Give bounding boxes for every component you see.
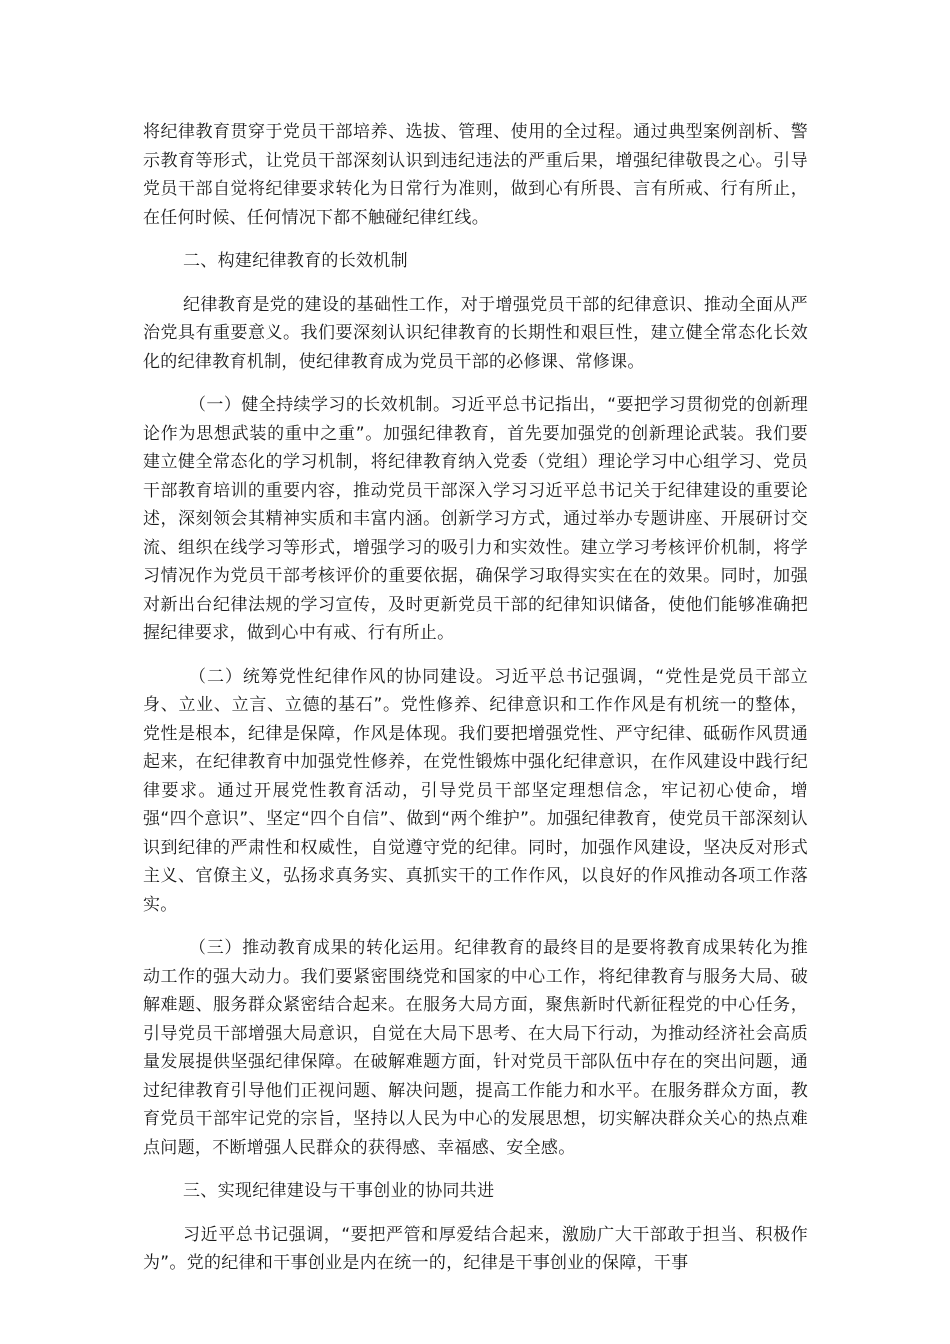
section-heading-2: 二、构建纪律教育的长效机制 [183, 251, 408, 271]
paragraph-subsection-1: （一）健全持续学习的长效机制。习近平总书记指出，“要把学习贯彻党的创新理论作为思想武装的重中之重”。加强纪律教育，首先要加强党的创新理论武装。我们要建立健全常态化的学习机制，将纪律教育纳入党委（党组）理论学习中心组学习、党员干部教育培训的重要内容，推动党员干部深入学习习近平总书记关于纪律建设的重要论述，深刻领会其精神实质和丰富内涵。创新学习方式，通过举办专题讲座、开展研讨交流、组织在线学习等形式，增强学习的吸引力和实效性。建立学习考核评价机制，将学习情况作为党员干部考核评价的重要依据，确保学习取得实实在在的效果。同时，加强对新出台纪律法规的学习宣传，及时更新党员干部的纪律知识储备，使他们能够准确把握纪律要求，做到心中有戒、行有所止。 [143, 395, 808, 643]
paragraph-subsection-2: （二）统筹党性纪律作风的协同建设。习近平总书记强调，“党性是党员干部立身、立业、立言、立德的基石”。党性修养、纪律意识和工作作风是有机统一的整体，党性是根本，纪律是保障，作风是体现。我们要把增强党性、严守纪律、砥砺作风贯通起来，在纪律教育中加强党性修养，在党性锻炼中强化纪律意识，在作风建设中践行纪律要求。通过开展党性教育活动，引导党员干部坚定理想信念，牢记初心使命，增强“四个意识”、坚定“四个自信”、做到“两个维护”。加强纪律教育，使党员干部深刻认识到纪律的严肃性和权威性，自觉遵守党的纪律。同时，加强作风建设，坚决反对形式主义、官僚主义，弘扬求真务实、真抓实干的工作作风，以良好的作风推动各项工作落实。 [143, 666, 808, 915]
paragraph-section-3-intro: 习近平总书记强调，“要把严管和厚爱结合起来，激励广大干部敢于担当、积极作为”。党的纪律和干事创业是内在统一的，纪律是干事创业的保障，干事 [143, 1224, 808, 1273]
paragraph-section-2-intro: 纪律教育是党的建设的基础性工作，对于增强党员干部的纪律意识、推动全面从严治党具有重要意义。我们要深刻认识纪律教育的长期性和艰巨性，建立健全常态化长效化的纪律教育机制，使纪律教育成为党员干部的必修课、常修课。 [143, 294, 808, 372]
section-heading-3: 三、实现纪律建设与干事创业的协同共进 [183, 1181, 495, 1201]
paragraph-subsection-3: （三）推动教育成果的转化运用。纪律教育的最终目的是要将教育成果转化为推动工作的强大动力。我们要紧密围绕党和国家的中心工作，将纪律教育与服务大局、破解难题、服务群众紧密结合起来。在服务大局方面，聚焦新时代新征程党的中心任务，引导党员干部增强大局意识，自觉在大局下思考、在大局下行动，为推动经济社会高质量发展提供坚强纪律保障。在破解难题方面，针对党员干部队伍中存在的突出问题，通过纪律教育引导他们正视问题、解决问题，提高工作能力和水平。在服务群众方面，教育党员干部牢记党的宗旨，坚持以人民为中心的发展思想，切实解决群众关心的热点难点问题，不断增强人民群众的获得感、幸福感、安全感。 [143, 938, 808, 1158]
document-page [143, 118, 808, 1293]
paragraph-intro-continuation: 将纪律教育贯穿于党员干部培养、选拔、管理、使用的全过程。通过典型案例剖析、警示教育等形式，让党员干部深刻认识到违纪违法的严重后果，增强纪律敬畏之心。引导党员干部自觉将纪律要求转化为日常行为准则，做到心有所畏、言有所戒、行有所止，在任何时候、任何情况下都不触碰纪律红线。 [143, 122, 808, 228]
